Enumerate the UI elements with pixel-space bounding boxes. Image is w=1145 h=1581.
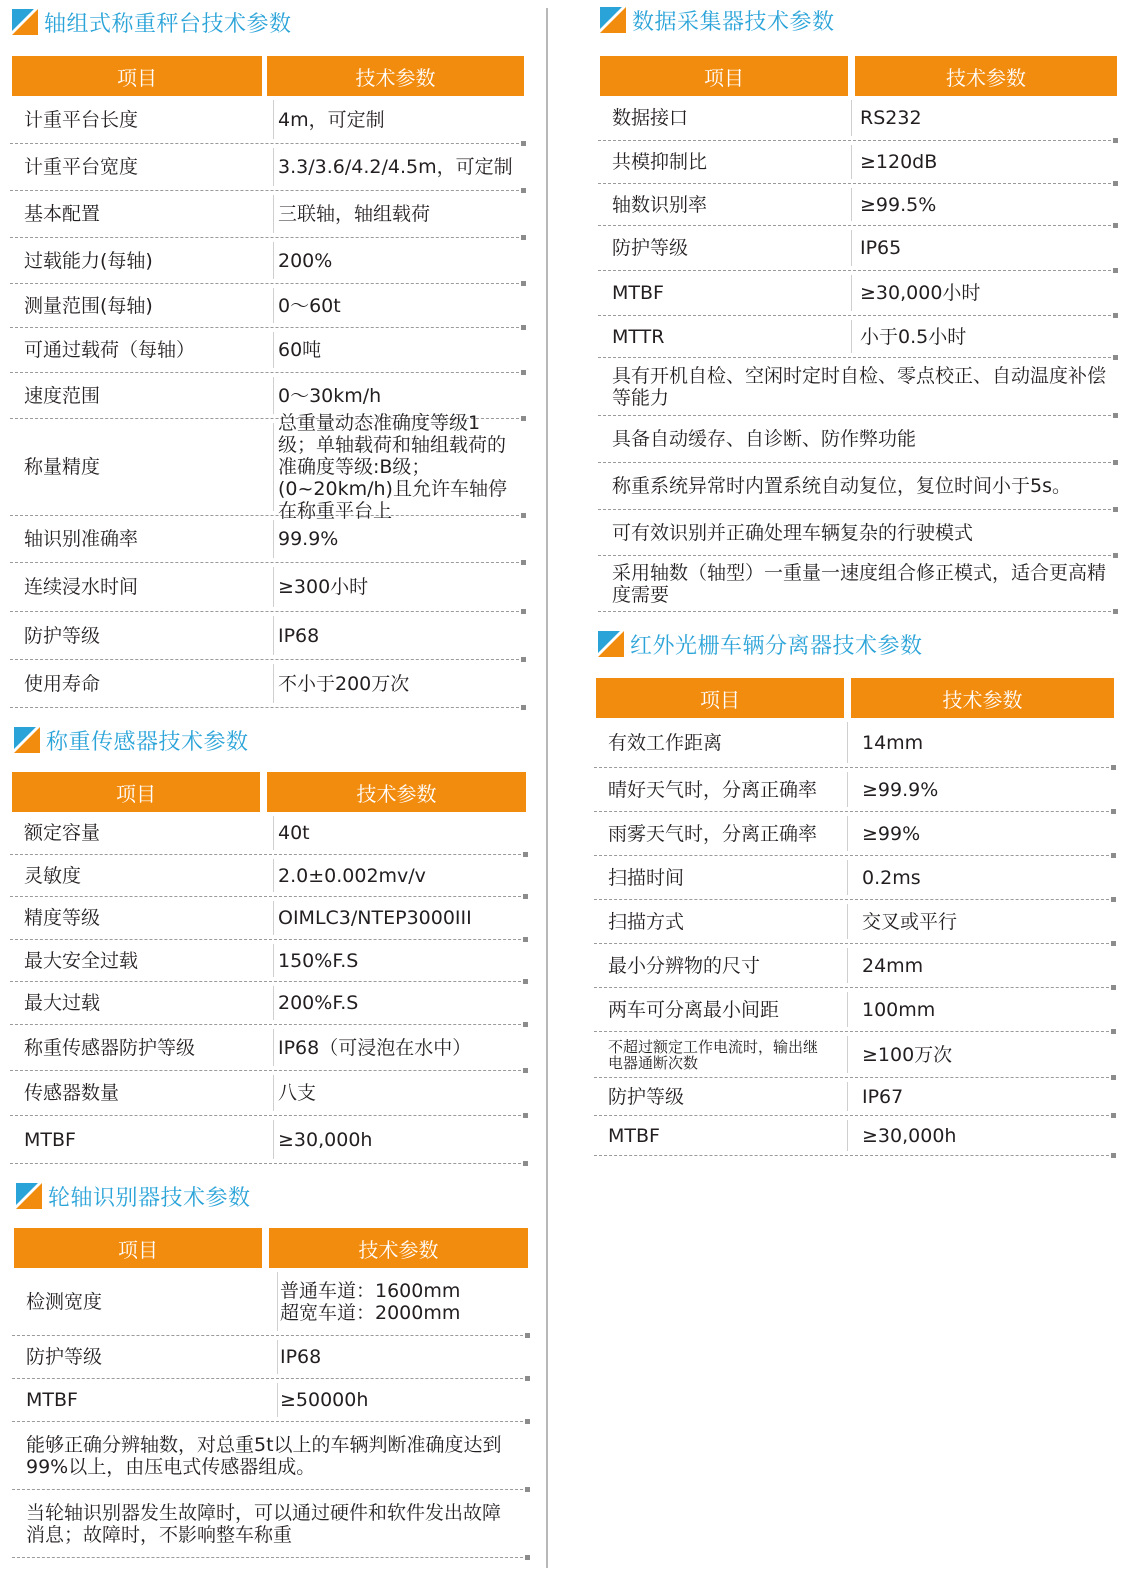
table-row [10, 982, 526, 1025]
column-separator [851, 275, 852, 311]
section-title-data-collector [600, 2, 835, 38]
column-separator [847, 772, 848, 807]
header-param: 技术参数 [267, 772, 526, 812]
param-value-cell: 三联轴，轴组载荷 [278, 203, 431, 225]
param-value-cell: IP67 [862, 1085, 904, 1108]
item-name-cell: 基本配置 [24, 203, 101, 225]
item-name-cell: 有效工作距离 [608, 731, 723, 754]
param-value-cell: ≥50000h [280, 1389, 369, 1411]
item-name-cell: 不超过额定工作电流时，输出继电器通断次数 [608, 1037, 819, 1072]
section-title-text: 轴组式称重秤台技术参数 [44, 11, 292, 37]
item-name-cell: 可通过载荷（每轴） [24, 339, 196, 361]
item-name-cell: 最大安全过载 [24, 949, 139, 972]
column-separator [273, 816, 274, 850]
param-value-cell: ≥30,000h [278, 1128, 373, 1151]
item-name-cell: 最小分辨物的尺寸 [608, 954, 761, 977]
param-value-cell: 4m，可定制 [278, 108, 385, 131]
table-row [10, 191, 524, 238]
param-value-cell: 八支 [278, 1082, 317, 1104]
note-row [598, 463, 1116, 510]
header-item: 项目 [600, 56, 848, 96]
param-value-cell: ≥99% [862, 822, 921, 845]
item-name-cell: 轴数识别率 [612, 193, 708, 216]
section-marker-icon [598, 631, 624, 657]
note-text: 可有效识别并正确处理车辆复杂的行驶模式 [612, 521, 974, 544]
column-separator [273, 148, 274, 186]
item-name-cell: MTBF [26, 1389, 78, 1411]
table-row [598, 184, 1116, 226]
item-name-cell: 防护等级 [26, 1346, 103, 1368]
table-row [10, 238, 524, 284]
param-value-cell: 0～30km/h [278, 384, 382, 407]
column-separator [273, 859, 274, 892]
note-text: 采用轴数（轴型）一重量一速度组合修正模式，适合更高精度需要 [612, 561, 1107, 606]
param-value-cell: 60吨 [278, 339, 322, 361]
param-value-cell: 0～60t [278, 294, 341, 317]
param-value-cell: 不小于200万次 [278, 672, 410, 695]
item-name-cell: 雨雾天气时，分离正确率 [608, 822, 818, 845]
item-name-cell: 过载能力(每轴) [24, 249, 153, 272]
note-row [12, 1490, 528, 1558]
param-value-cell: OIMLC3/NTEP3000III [278, 907, 472, 929]
item-name-cell: 轴识别准确率 [24, 528, 139, 550]
row-end-dot [525, 1555, 530, 1560]
item-name-cell: 精度等级 [24, 907, 101, 929]
item-name-cell: 称量精度 [24, 456, 101, 478]
param-value-cell: 总重量动态准确度等级1级；单轴载荷和轴组载荷的准确度等级:B级；(0~20km/h)且允许车轴停在称重平台上 [278, 412, 507, 522]
column-separator [847, 948, 848, 983]
table-row [12, 1268, 528, 1336]
column-separator [273, 616, 274, 655]
table-row [10, 812, 526, 855]
param-value-cell: IP65 [860, 237, 902, 259]
param-value-cell: IP68 [278, 624, 320, 647]
table-row [10, 516, 524, 563]
param-value-cell: 99.9% [278, 528, 339, 550]
column-separator [847, 904, 848, 939]
column-separator [273, 242, 274, 279]
column-separator [851, 320, 852, 353]
note-row [598, 416, 1116, 463]
section-title-text: 数据采集器技术参数 [632, 9, 835, 35]
section-title-text: 红外光栅车辆分离器技术参数 [630, 633, 923, 659]
item-name-cell: 称重传感器防护等级 [24, 1036, 196, 1059]
note-text: 当轮轴识别器发生故障时，可以通过硬件和软件发出故障消息；故障时，不影响整车称重 [26, 1501, 502, 1546]
param-value-cell: IP68 [280, 1346, 322, 1368]
item-name-cell: 扫描方式 [608, 910, 685, 933]
item-name-cell: 速度范围 [24, 384, 101, 407]
header-param: 技术参数 [267, 56, 524, 96]
table-row [10, 612, 524, 660]
item-name-cell: 传感器数量 [24, 1082, 120, 1104]
column-separator [273, 901, 274, 935]
note-text: 具有开机自检、空闲时定时自检、零点校正、自动温度补偿等能力 [612, 364, 1107, 409]
item-name-cell: 两车可分离最小间距 [608, 998, 780, 1021]
item-name-cell: 共模抑制比 [612, 151, 708, 173]
param-value-cell: ≥120dB [860, 151, 938, 173]
item-name-cell: 最大过载 [24, 992, 101, 1014]
item-name-cell: 防护等级 [24, 624, 101, 647]
item-name-cell: MTBF [612, 282, 664, 304]
header-item: 项目 [596, 678, 844, 718]
column-separator [277, 1383, 278, 1417]
column-separator [847, 816, 848, 851]
note-text: 能够正确分辨轴数，对总重5t以上的车辆判断准确度达到99%以上，由压电式传感器组成。 [26, 1433, 502, 1478]
table-row [10, 144, 524, 191]
note-row [598, 510, 1116, 556]
param-value-line: 超宽车道：2000mm [280, 1301, 461, 1324]
header-item: 项目 [14, 1228, 262, 1268]
section-marker-icon [12, 9, 38, 35]
header-param: 技术参数 [855, 56, 1117, 96]
table-row [10, 897, 526, 940]
item-name-cell: 检测宽度 [26, 1290, 103, 1313]
section-title-axle-detector [16, 1178, 251, 1214]
column-separator [851, 100, 852, 136]
header-param: 技术参数 [851, 678, 1114, 718]
table-row [10, 1071, 526, 1116]
param-value-cell: 0.2ms [862, 866, 921, 889]
item-name-cell: MTBF [24, 1128, 76, 1151]
param-value-line: 普通车道：1600mm [280, 1279, 461, 1302]
table-row [10, 1116, 526, 1164]
section-title-load-cell [14, 722, 249, 758]
item-name-cell: 数据接口 [612, 107, 689, 129]
column-separator [273, 1075, 274, 1111]
column-separator [847, 860, 848, 895]
table-row [594, 1032, 1114, 1078]
table-row [598, 141, 1116, 184]
table-row [10, 412, 524, 522]
param-value-cell: 2.0±0.002mv/v [278, 864, 426, 887]
column-separator [851, 145, 852, 179]
table-row [594, 718, 1114, 768]
column-separator [273, 944, 274, 977]
column-separator [273, 664, 274, 703]
header-param: 技术参数 [269, 1228, 528, 1268]
table-row [594, 856, 1114, 900]
table-row [10, 96, 524, 144]
section-title-text: 称重传感器技术参数 [46, 729, 249, 755]
column-divider [546, 8, 548, 1568]
column-separator [847, 722, 848, 763]
table-row [594, 988, 1114, 1032]
column-separator [273, 377, 274, 414]
section-title-infrared-separator [598, 626, 923, 662]
param-value-cell: ≥99.5% [860, 193, 937, 216]
table-row [10, 563, 524, 612]
column-separator [847, 1120, 848, 1151]
column-separator [273, 195, 274, 233]
param-value-cell: ≥30,000小时 [860, 282, 981, 304]
item-name-cell: 防护等级 [612, 237, 689, 259]
table-row [598, 96, 1116, 141]
param-value-cell: ≥30,000h [862, 1124, 957, 1147]
column-separator [273, 423, 274, 511]
row-end-dot [523, 1161, 528, 1166]
param-value-cell: 40t [278, 822, 310, 844]
table-row [12, 1336, 528, 1379]
table-row [10, 284, 524, 328]
table-row [594, 812, 1114, 856]
row-end-dot [1113, 609, 1118, 614]
param-value-cell: 3.3/3.6/4.2/4.5m，可定制 [278, 156, 513, 178]
table-row [598, 316, 1116, 358]
section-marker-icon [16, 1183, 42, 1209]
table-row [10, 940, 526, 982]
column-separator [273, 288, 274, 323]
column-separator [851, 188, 852, 221]
item-name-cell: 连续浸水时间 [24, 576, 139, 598]
item-name-cell: MTBF [608, 1124, 660, 1147]
item-name-cell: 防护等级 [608, 1085, 685, 1108]
table-row [10, 855, 526, 897]
param-value-cell: RS232 [860, 107, 922, 129]
section-title-text: 轮轴识别器技术参数 [48, 1185, 251, 1211]
table-row [10, 1025, 526, 1071]
item-name-cell: 计重平台长度 [24, 108, 139, 131]
param-value-cell: 150%F.S [278, 949, 359, 972]
table-row [594, 944, 1114, 988]
note-row [598, 358, 1116, 416]
item-name-cell: 晴好天气时，分离正确率 [608, 778, 818, 801]
table-row [598, 226, 1116, 271]
row-end-dot [1111, 1153, 1116, 1158]
param-value-cell: 交叉或平行 [862, 910, 958, 933]
table-row [10, 660, 524, 708]
column-separator [273, 986, 274, 1020]
param-value-cell: IP68（可浸泡在水中） [278, 1036, 472, 1059]
column-separator [851, 230, 852, 266]
param-value-cell: ≥300小时 [278, 576, 369, 598]
note-row [598, 556, 1116, 612]
item-name-cell: 使用寿命 [24, 672, 101, 695]
param-value-cell: ≥99.9% [862, 778, 939, 801]
column-separator [277, 1272, 278, 1331]
header-item: 项目 [12, 772, 260, 812]
section-title-axle-scale [12, 4, 292, 40]
table-row [10, 328, 524, 373]
column-separator [273, 100, 274, 139]
row-end-dot [521, 705, 526, 710]
column-separator [847, 992, 848, 1027]
column-separator [273, 1029, 274, 1066]
column-separator [847, 1036, 848, 1073]
column-separator [847, 1082, 848, 1111]
column-separator [273, 1120, 274, 1159]
column-separator [277, 1340, 278, 1374]
table-row [594, 768, 1114, 812]
param-value-cell: 24mm [862, 954, 924, 977]
param-value-cell: 100mm [862, 998, 936, 1021]
table-row [598, 271, 1116, 316]
item-name-cell: MTTR [612, 325, 665, 348]
param-value-cell: ≥100万次 [862, 1043, 953, 1066]
item-name-cell: 测量范围(每轴) [24, 294, 153, 317]
note-text: 具备自动缓存、自诊断、防作弊功能 [612, 428, 917, 450]
item-name-cell: 灵敏度 [24, 864, 82, 887]
table-row [594, 1116, 1114, 1156]
note-text: 称重系统异常时内置系统自动复位，复位时间小于5s。 [612, 475, 1071, 497]
note-row [12, 1422, 528, 1490]
param-value-cell: 小于0.5小时 [860, 325, 967, 348]
item-name-cell: 扫描时间 [608, 866, 685, 889]
table-row [594, 900, 1114, 944]
table-row [594, 1078, 1114, 1116]
item-name-cell: 计重平台宽度 [24, 156, 139, 178]
column-separator [273, 567, 274, 607]
item-name-cell: 额定容量 [24, 822, 101, 844]
param-value-cell [280, 1268, 522, 1335]
param-value-cell: 14mm [862, 731, 924, 754]
section-marker-icon [14, 727, 40, 753]
param-value-cell: 200%F.S [278, 992, 359, 1014]
param-value-cell: 200% [278, 249, 333, 272]
column-separator [273, 332, 274, 368]
section-marker-icon [600, 7, 626, 33]
header-item: 项目 [12, 56, 262, 96]
column-separator [273, 520, 274, 558]
table-row [12, 1379, 528, 1422]
